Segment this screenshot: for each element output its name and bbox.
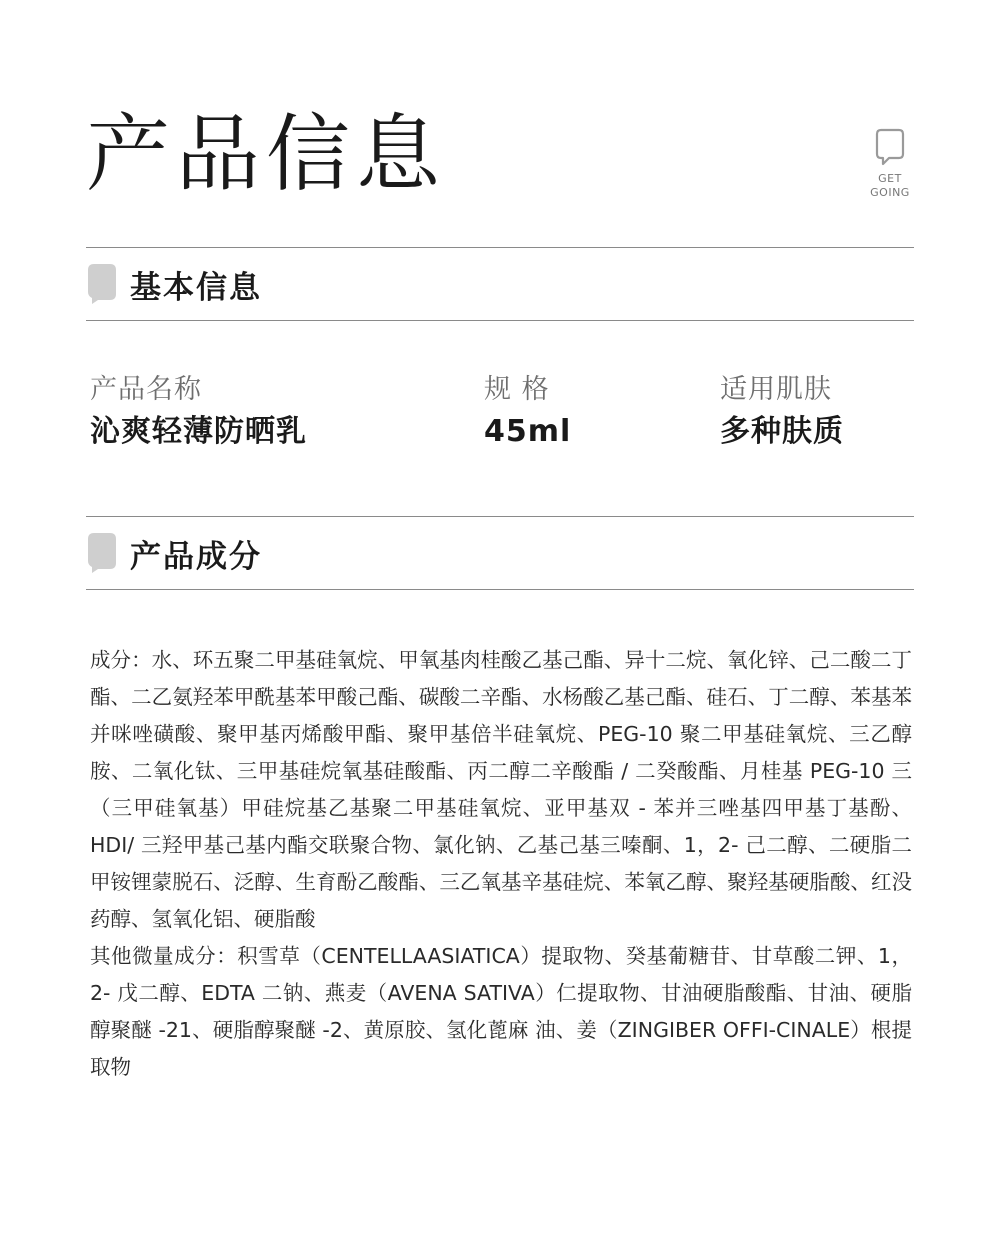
info-label: 产品名称 xyxy=(90,374,202,405)
info-field-product-name xyxy=(90,372,307,452)
info-field-skin-type xyxy=(720,372,844,452)
info-value: 沁爽轻薄防晒乳 xyxy=(90,414,307,449)
info-value: 45ml xyxy=(484,414,572,449)
info-value: 多种肤质 xyxy=(720,414,844,449)
section-title-basic-info: 基本信息 xyxy=(130,269,262,306)
divider xyxy=(86,320,914,321)
divider xyxy=(86,247,914,248)
ingredients-text xyxy=(90,642,912,1086)
brand-logo xyxy=(862,128,918,200)
get-going-logo-icon xyxy=(875,128,905,166)
info-label: 适用肌肤 xyxy=(720,374,832,405)
divider xyxy=(86,589,914,590)
section-header-basic-info xyxy=(88,262,262,306)
ingredients-main: 成分：水、环五聚二甲基硅氧烷、甲氧基肉桂酸乙基己酯、异十二烷、氧化锌、己二酸二丁酯、二乙氨羟苯甲酰基苯甲酸己酯、碳酸二辛酯、水杨酸乙基己酯、硅石、丁二醇、苯基苯并咪唑磺酸、聚甲基丙烯酸甲酯、聚甲基倍半硅氧烷、PEG-10 聚二甲基硅氧烷、三乙醇胺、二氧化钛、三甲基硅烷氧基硅酸酯、丙二醇二辛酸酯 / 二癸酸酯、月桂基 PEG-10 三（三甲硅氧基）甲硅烷基乙基聚二甲基硅氧烷、亚甲基双 - 苯并三唑基四甲基丁基酚、HDI/ 三羟甲基己基内酯交联聚合物、氯化钠、乙基己基三嗪酮、1，2- 己二醇、二硬脂二甲铵锂蒙脱石、泛醇、生育酚乙酸酯、三乙氧基辛基硅烷、苯氧乙醇、聚羟基硬脂酸、红没药醇、氢氧化铝、硬脂酸 xyxy=(90,648,912,931)
info-label: 规 格 xyxy=(484,374,550,405)
brand-text-line1: GET xyxy=(878,172,902,185)
brand-text-line2: GOING xyxy=(870,186,910,199)
section-header-ingredients xyxy=(88,531,262,575)
section-marker-icon xyxy=(88,533,116,573)
section-title-ingredients: 产品成分 xyxy=(130,538,262,575)
page-title: 产品信息 xyxy=(86,105,447,203)
divider xyxy=(86,516,914,517)
section-marker-icon xyxy=(88,264,116,304)
ingredients-trace: 其他微量成分：积雪草（CENTELLAASIATICA）提取物、癸基葡糖苷、甘草酸二钾、1，2- 戊二醇、EDTA 二钠、燕麦（AVENA SATIVA）仁提取物、甘油硬脂酸酯、甘油、硬脂醇聚醚 -21、硬脂醇聚醚 -2、黄原胶、氢化蓖麻 油、姜（ZINGIBER OFFI-CINALE）根提取物 xyxy=(90,944,912,1079)
info-field-size xyxy=(484,372,571,452)
